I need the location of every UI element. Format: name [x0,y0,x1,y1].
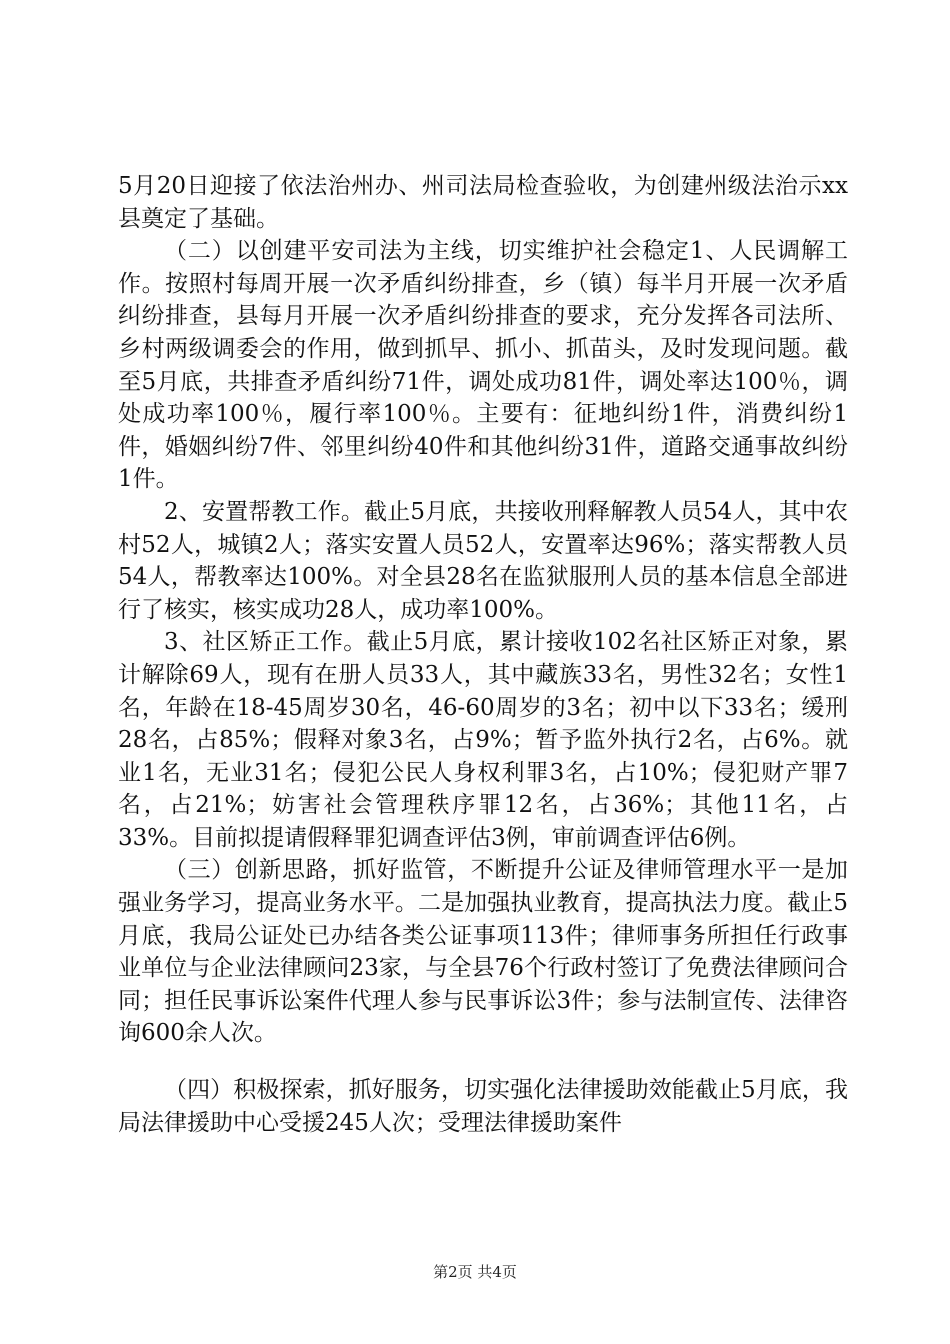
paragraph-intro: 5月20日迎接了依法治州办、州司法局检查验收，为创建州级法治示xx县奠定了基础。 [118,173,848,232]
document-body [118,170,848,1139]
paragraph-section-2-mediation: （二）以创建平安司法为主线，切实维护社会稳定1、人民调解工作。按照村每周开展一次矛盾纠纷排查，乡（镇）每半月开展一次矛盾纠纷排查，县每月开展一次矛盾纠纷排查的要求，充分发挥各司法所、乡村两级调委会的作用，做到抓早、抓小、抓苗头，及时发现问题。截至5月底，共排查矛盾纠纷71件，调处成功81件，调处率达100％，调处成功率100％，履行率100％。主要有：征地纠纷1件，消费纠纷1件，婚姻纠纷7件、邻里纠纷40件和其他纠纷31件，道路交通事故纠纷1件。 [118,238,848,493]
paragraph-section-3-notary: （三）创新思路，抓好监管，不断提升公证及律师管理水平一是加强业务学习，提高业务水平。二是加强执业教育，提高执法力度。截止5月底，我局公证处已办结各类公证事项113件；律师事务所担任行政事业单位与企业法律顾问23家，与全县76个行政村签订了免费法律顾问合同；担任民事诉讼案件代理人参与民事诉讼3件；参与法制宣传、法律咨询600余人次。 [118,857,848,1047]
paragraph-community-correction: 3、社区矫正工作。截止5月底，累计接收102名社区矫正对象，累计解除69人，现有在册人员33人，其中藏族33名，男性32名；女性1名，年龄在18-45周岁30名，46-60周岁的3名；初中以下33名；缓刑28名，占85%；假释对象3名，占9%；暂予监外执行2名，占6%。就业1名，无业31名；侵犯公民人身权利罪3名，占10%；侵犯财产罪7名，占21%；妨害社会管理秩序罪12名，占36%；其他11名，占33%。目前拟提请假释罪犯调查评估3例，审前调查评估6例。 [118,629,848,851]
page-footer [0,1261,950,1282]
page-number: 第2页 共4页 [433,1263,517,1281]
paragraph-section-4-legal-aid: （四）积极探索，抓好服务，切实强化法律援助效能截止5月底，我局法律援助中心受援245人次；受理法律援助案件 [118,1077,848,1136]
paragraph-resettlement: 2、安置帮教工作。截止5月底，共接收刑释解教人员54人，其中农村52人，城镇2人；落实安置人员52人，安置率达96%；落实帮教人员54人，帮教率达100%。对全县28名在监狱服刑人员的基本信息全部进行了核实，核实成功28人，成功率100%。 [118,498,848,623]
